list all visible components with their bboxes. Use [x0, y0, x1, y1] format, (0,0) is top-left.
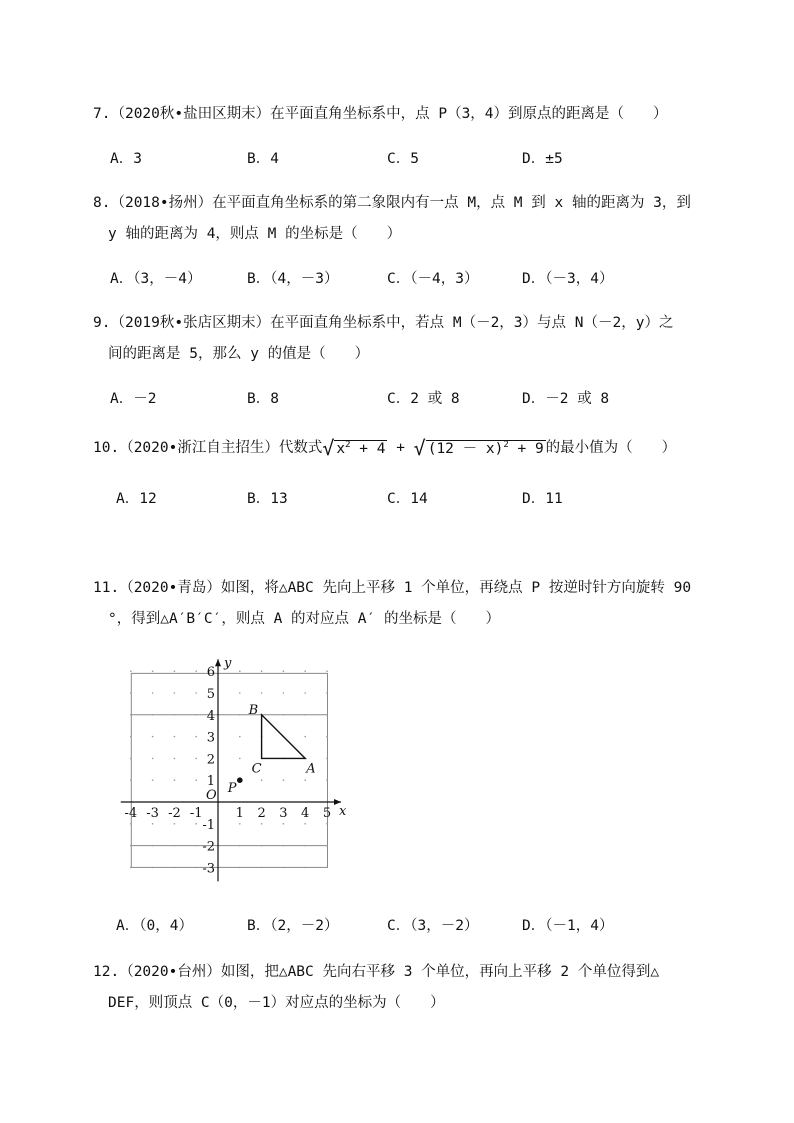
q11-option-c[interactable]: C．（3，－2） — [387, 918, 479, 934]
point-p-marker — [237, 777, 243, 783]
q10-stem — [93, 436, 676, 460]
grid-dot — [152, 714, 154, 716]
q10-option-d[interactable]: D．11 — [522, 491, 563, 507]
grid-dot — [283, 714, 285, 716]
grid-dot — [152, 692, 154, 694]
grid-dot — [152, 779, 154, 781]
q11-option-a[interactable]: A．（0，4） — [116, 918, 193, 934]
grid-dot — [326, 845, 328, 847]
q10-prefix: 10.（2020•浙江自主招生）代数式 — [93, 440, 323, 456]
q9-option-d[interactable]: D．－2 或 8 — [522, 391, 610, 407]
q10-option-a[interactable]: A．12 — [116, 491, 157, 507]
grid-dot — [304, 714, 306, 716]
grid-dot — [195, 714, 197, 716]
grid-dot — [174, 736, 176, 738]
grid-dot — [152, 736, 154, 738]
q12-stem-line2: DEF，则顶点 C（0，－1）对应点的坐标为（ ） — [108, 995, 445, 1011]
coordinate-graph — [108, 648, 348, 888]
grid-dot — [283, 867, 285, 869]
q8-option-a[interactable]: A．（3，－4） — [110, 271, 202, 287]
grid-dot — [174, 779, 176, 781]
grid-dot — [152, 670, 154, 672]
grid-dot — [152, 845, 154, 847]
grid-dot — [239, 670, 241, 672]
q7-option-d[interactable]: D．±5 — [522, 151, 563, 167]
grid-dot — [239, 736, 241, 738]
grid-dot — [326, 758, 328, 760]
point-label-c: C — [251, 761, 262, 777]
point-label-a: A — [306, 761, 316, 777]
x-tick-label: 1 — [235, 806, 244, 821]
grid-dot — [152, 867, 154, 869]
grid-dot — [304, 779, 306, 781]
q9-option-a[interactable]: A．－2 — [110, 391, 157, 407]
x-tick-label: -4 — [124, 806, 138, 821]
grid-dot — [174, 692, 176, 694]
grid-dot — [130, 714, 132, 716]
q7-stem: 7.（2020秋•盐田区期末）在平面直角坐标系中，点 P（3，4）到原点的距离是（ ） — [93, 106, 668, 122]
grid-dot — [326, 714, 328, 716]
q8-stem-line2: y 轴的距离为 4，则点 M 的坐标是（ ） — [108, 226, 402, 242]
y-tick-label: 2 — [206, 752, 215, 768]
grid-dot — [239, 867, 241, 869]
grid-dot — [261, 779, 263, 781]
q8-option-d[interactable]: D．（－3，4） — [522, 271, 614, 287]
q9-option-c[interactable]: C．2 或 8 — [387, 391, 460, 407]
grid-dot — [152, 758, 154, 760]
grid-dot — [195, 692, 197, 694]
q7-option-c[interactable]: C．5 — [387, 151, 419, 167]
grid-dot — [304, 823, 306, 825]
grid-dot — [261, 692, 263, 694]
q11-stem-line2: °，得到△A′B′C′，则点 A 的对应点 A′ 的坐标是（ ） — [108, 611, 500, 627]
sqrt2-rest: + 9 — [508, 441, 544, 457]
q12-stem-line1: 12.（2020•台州）如图，把△ABC 先向右平移 3 个单位，再向上平移 2 个单位得到△ — [93, 964, 660, 980]
q7-option-b[interactable]: B．4 — [247, 151, 279, 167]
sqrt2-exponent: 2 — [503, 440, 509, 451]
grid-dot — [239, 823, 241, 825]
grid-dot — [326, 736, 328, 738]
grid-dot — [174, 714, 176, 716]
sqrt1-rest: + 4 — [350, 441, 386, 457]
grid-dot — [304, 670, 306, 672]
grid-dot — [283, 779, 285, 781]
sqrt1-base: x — [336, 441, 346, 457]
y-tick-label: 1 — [206, 774, 215, 790]
grid-dot — [326, 867, 328, 869]
q8-stem-line1: 8.（2018•扬州）在平面直角坐标系的第二象限内有一点 M，点 M 到 x 轴的距离为 3，到 — [93, 195, 691, 211]
sqrt-expression-2: √ $(12 - x)^2 + 9$ — [413, 436, 544, 460]
grid-dot — [130, 867, 132, 869]
grid-dot — [130, 670, 132, 672]
origin-label: O — [206, 788, 217, 803]
q9-option-b[interactable]: B．8 — [247, 391, 279, 407]
y-tick-label: 3 — [206, 730, 215, 746]
q11-stem-line1: 11.（2020•青岛）如图，将△ABC 先向上平移 1 个单位，再绕点 P 按逆时针方向旋转 90 — [93, 580, 692, 596]
q8-option-c[interactable]: C．（－4，3） — [387, 271, 479, 287]
x-tick-label: 2 — [257, 806, 266, 821]
grid-dot — [195, 823, 197, 825]
sqrt1-exponent: 2 — [345, 440, 351, 451]
grid-dot — [304, 736, 306, 738]
y-tick-label: -3 — [202, 861, 215, 877]
grid-dot — [174, 758, 176, 760]
grid-dot — [326, 670, 328, 672]
grid-dot — [326, 779, 328, 781]
grid-dot — [283, 845, 285, 847]
grid-dot — [174, 823, 176, 825]
grid-dot — [261, 670, 263, 672]
grid-dot — [304, 867, 306, 869]
grid-dot — [195, 779, 197, 781]
point-label-p: P — [227, 781, 237, 797]
y-axis-label: y — [224, 656, 232, 672]
q10-option-c[interactable]: C．14 — [387, 491, 428, 507]
x-tick-label: 3 — [279, 806, 288, 821]
y-tick-label: -1 — [202, 817, 215, 833]
grid-dot — [130, 845, 132, 847]
grid-dot — [304, 692, 306, 694]
q9-stem-line1: 9.（2019秋•张店区期末）在平面直角坐标系中，若点 M（－2，3）与点 N（－2，y）之 — [93, 315, 674, 331]
q7-option-a[interactable]: A．3 — [110, 151, 142, 167]
grid-dot — [174, 867, 176, 869]
triangle-abc — [262, 715, 306, 759]
q10-plus: + — [387, 440, 414, 456]
q9-stem-line2: 间的距离是 5，那么 y 的值是（ ） — [108, 346, 370, 362]
x-tick-label: 4 — [301, 806, 310, 821]
grid-dot — [195, 867, 197, 869]
grid-dot — [261, 823, 263, 825]
q8-option-b[interactable]: B．（4，－3） — [247, 271, 339, 287]
y-tick-label: 6 — [206, 665, 215, 681]
x-tick-label: -2 — [168, 806, 181, 821]
grid-dot — [195, 670, 197, 672]
y-tick-label: -2 — [202, 839, 215, 855]
grid-dot — [261, 845, 263, 847]
grid-dot — [130, 736, 132, 738]
q11-option-d[interactable]: D．（－1，4） — [522, 918, 614, 934]
y-tick-label: 5 — [206, 687, 215, 702]
grid-dot — [195, 758, 197, 760]
q10-option-b[interactable]: B．13 — [247, 491, 288, 507]
grid-dot — [130, 692, 132, 694]
x-axis-label: x — [339, 804, 347, 819]
grid-dot — [304, 845, 306, 847]
grid-dot — [239, 845, 241, 847]
grid-dot — [326, 692, 328, 694]
grid-dot — [130, 779, 132, 781]
sqrt2-base: (12 － x) — [427, 441, 504, 457]
q10-suffix: 的最小值为（ ） — [545, 440, 677, 456]
grid-dot — [283, 823, 285, 825]
q11-option-b[interactable]: B．（2，－2） — [247, 918, 339, 934]
grid-dot — [239, 714, 241, 716]
point-label-b: B — [248, 702, 259, 718]
grid-dot — [174, 845, 176, 847]
grid-dot — [283, 670, 285, 672]
grid-dot — [283, 692, 285, 694]
grid-border — [131, 673, 327, 867]
grid-dot — [152, 823, 154, 825]
grid-dot — [261, 867, 263, 869]
y-axis-arrow — [215, 659, 221, 666]
grid-dot — [195, 845, 197, 847]
grid-dot — [195, 736, 197, 738]
grid-dot — [130, 758, 132, 760]
grid-dot — [326, 823, 328, 825]
y-tick-label: 4 — [206, 708, 215, 724]
grid-dot — [239, 758, 241, 760]
grid-dot — [174, 670, 176, 672]
sqrt-expression-1: √ $x^2 + 4$ — [322, 436, 386, 460]
x-tick-label: -3 — [146, 806, 159, 821]
x-tick-label: 5 — [322, 806, 332, 821]
grid-dot — [239, 692, 241, 694]
x-tick-label: -1 — [189, 806, 203, 821]
grid-dot — [130, 823, 132, 825]
